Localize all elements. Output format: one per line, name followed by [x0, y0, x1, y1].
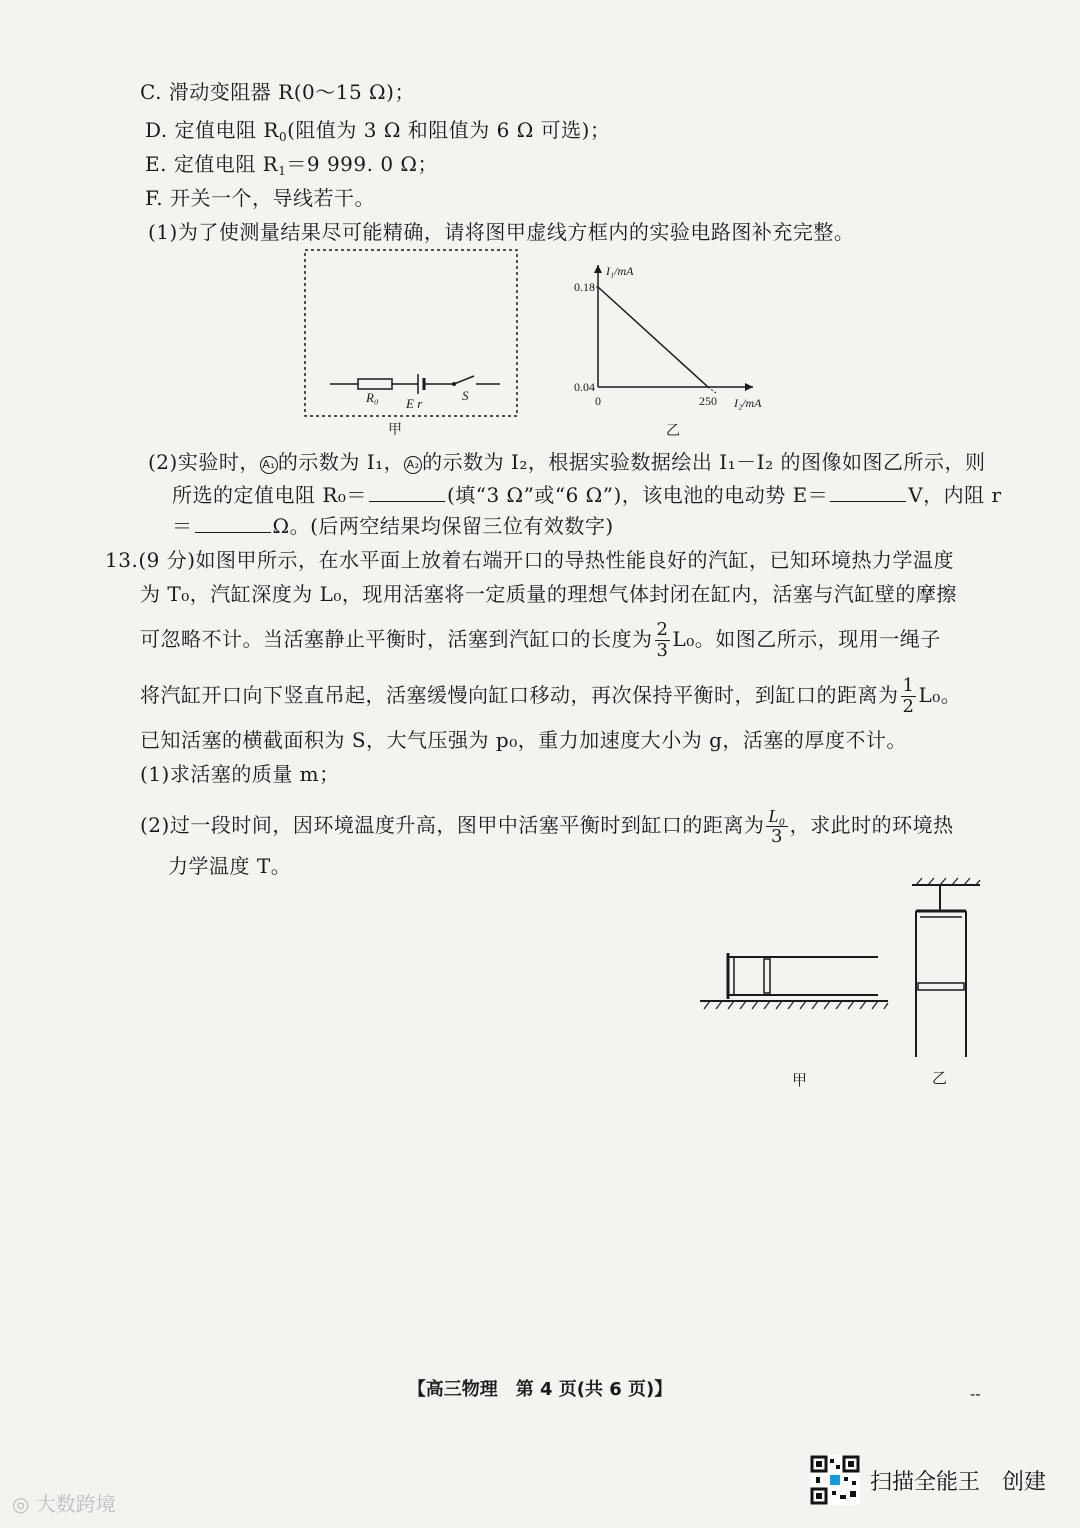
y-tick-0-18: 0.18 [574, 280, 595, 294]
x-tick-0: 0 [595, 394, 601, 408]
option-d-pre: D. 定值电阻 R [145, 118, 279, 142]
option-f: F. 开关一个，导线若干。 [145, 186, 375, 210]
caption-yi: 乙 [666, 424, 680, 439]
q13-line2: 为 T₀，汽缸深度为 L₀，现用活塞将一定质量的理想气体封闭在缸内，活塞与汽缸壁的摩擦 [140, 582, 957, 606]
y-axis-label: I₁/mA [606, 264, 634, 278]
scanner-text: 扫描全能王 创建 [870, 1469, 1047, 1495]
caption-cyl-jia: 甲 [792, 1073, 808, 1089]
ammeter-a1-icon: A₁ [260, 456, 278, 474]
q12-p2-eq: ＝ [172, 514, 193, 538]
label-r0: R₀ [366, 390, 379, 405]
frac-den: 3 [771, 826, 783, 847]
fraction-2-3 [655, 620, 671, 661]
ammeter-a2-icon: A₂ [404, 456, 422, 474]
footer-mark: -- [970, 1384, 981, 1403]
y-axis-arrow [594, 265, 602, 273]
qr-code-icon [810, 1455, 860, 1505]
option-e-pre: E. 定值电阻 R [145, 152, 279, 176]
q13-line4-a: 将汽缸开口向下竖直吊起，活塞缓慢向缸口移动，再次保持平衡时，到缸口的距离为 [140, 683, 899, 707]
q13-line1-text: (9 分)如图甲所示，在水平面上放着右端开口的导热性能良好的汽缸，已知环境热力学温度 [138, 548, 954, 572]
option-e-post: ＝9 999. 0 Ω； [286, 152, 439, 176]
blank-r0[interactable] [369, 483, 445, 502]
dashed-box [305, 250, 517, 416]
frac-num: 1 [902, 675, 915, 696]
q12-p2-b: 的示数为 I₁， [277, 450, 405, 474]
i1-i2-chart [548, 255, 788, 440]
piston-horizontal [764, 959, 770, 993]
ceiling-hatch [916, 878, 980, 885]
q12-p2-e: (填“3 Ω”或“6 Ω”)，该电池的电动势 E＝ [446, 483, 829, 507]
q13-line1 [105, 546, 954, 574]
q13-line3-a: 可忽略不计。当活塞静止平衡时，活塞到汽缸口的长度为 [140, 627, 653, 651]
frac-num: 2 [656, 619, 669, 640]
page-footer: 【高三物理 第 4 页(共 6 页)】 [407, 1379, 673, 1400]
q12-p2-c: 的示数为 I₂，根据实验数据绘出 I₁－I₂ 的图像如图乙所示，则 [422, 450, 986, 474]
q13-line4-b: L₀。 [918, 683, 962, 707]
min-y-guide [708, 387, 716, 393]
q12-p2-r0: 所选的定值电阻 R₀＝ [172, 483, 367, 507]
watermark: ◎ 大数跨境 [12, 1492, 116, 1516]
q13-line3-b: L₀。如图乙所示，现用一绳子 [672, 627, 941, 651]
label-s: S [462, 388, 469, 403]
q12-p2-a: (2)实验时， [148, 450, 260, 474]
data-line [598, 287, 708, 387]
cylinder-hanging-diagram [900, 875, 990, 1090]
option-d-sub: 0 [278, 130, 288, 144]
x-tick-250: 250 [699, 394, 717, 408]
frac-den: 3 [656, 640, 669, 661]
y-tick-0-04: 0.04 [574, 380, 595, 394]
q13-part2-b: ，求此时的环境热 [789, 813, 954, 837]
x-axis-label: I₂/mA [734, 396, 762, 410]
q13-part2 [140, 806, 954, 847]
q13-number: 13. [105, 548, 139, 572]
frac-num: L₀ [768, 806, 786, 826]
option-d-post: (阻值为 3 Ω 和阻值为 6 Ω 可选)； [287, 118, 611, 142]
option-d [145, 116, 610, 151]
frac-den: 2 [902, 696, 915, 717]
caption-cyl-yi: 乙 [932, 1071, 948, 1087]
ground-hatch [704, 1001, 888, 1009]
label-er: E r [406, 396, 423, 411]
x-axis-arrow [745, 383, 753, 391]
circuit-diagram [300, 248, 525, 438]
q12-part1: (1)为了使测量结果尽可能精确，请将图甲虚线方框内的实验电路图补充完整。 [148, 220, 855, 244]
q12-part2-line1 [148, 448, 985, 476]
blank-e[interactable] [830, 483, 906, 502]
q13-part2-cont: 力学温度 T。 [168, 854, 292, 878]
q13-part2-a: (2)过一段时间，因环境温度升高，图甲中活塞平衡时到缸口的距离为 [140, 813, 765, 837]
q12-p2-r: V，内阻 r [908, 483, 1002, 507]
watermark-text: 大数跨境 [35, 1492, 116, 1516]
q12-p2-tail: Ω。(后两空结果均保留三位有效数字) [272, 514, 614, 538]
option-e-sub: 1 [278, 164, 287, 178]
q13-line3 [140, 620, 941, 661]
resistor-r0 [358, 379, 392, 389]
caption-jia: 甲 [388, 423, 402, 438]
switch-blade [454, 376, 474, 384]
q13-line4 [140, 676, 961, 717]
cylinder-horizontal-diagram [690, 935, 900, 1095]
fraction-1-2 [901, 676, 917, 717]
blank-r[interactable] [195, 514, 271, 533]
option-e [145, 150, 438, 185]
piston-vertical [918, 983, 964, 990]
scanner-badge [810, 1455, 1046, 1505]
q13-part1: (1)求活塞的质量 m； [140, 762, 340, 786]
q12-part2-line2 [172, 481, 1002, 509]
q13-line5: 已知活塞的横截面积为 S，大气压强为 p₀，重力加速度大小为 g，活塞的厚度不计。 [140, 728, 907, 752]
fraction-l0-3 [766, 806, 787, 847]
option-c: C. 滑动变阻器 R(0～15 Ω)； [140, 80, 415, 104]
q12-part2-line3 [172, 512, 614, 540]
